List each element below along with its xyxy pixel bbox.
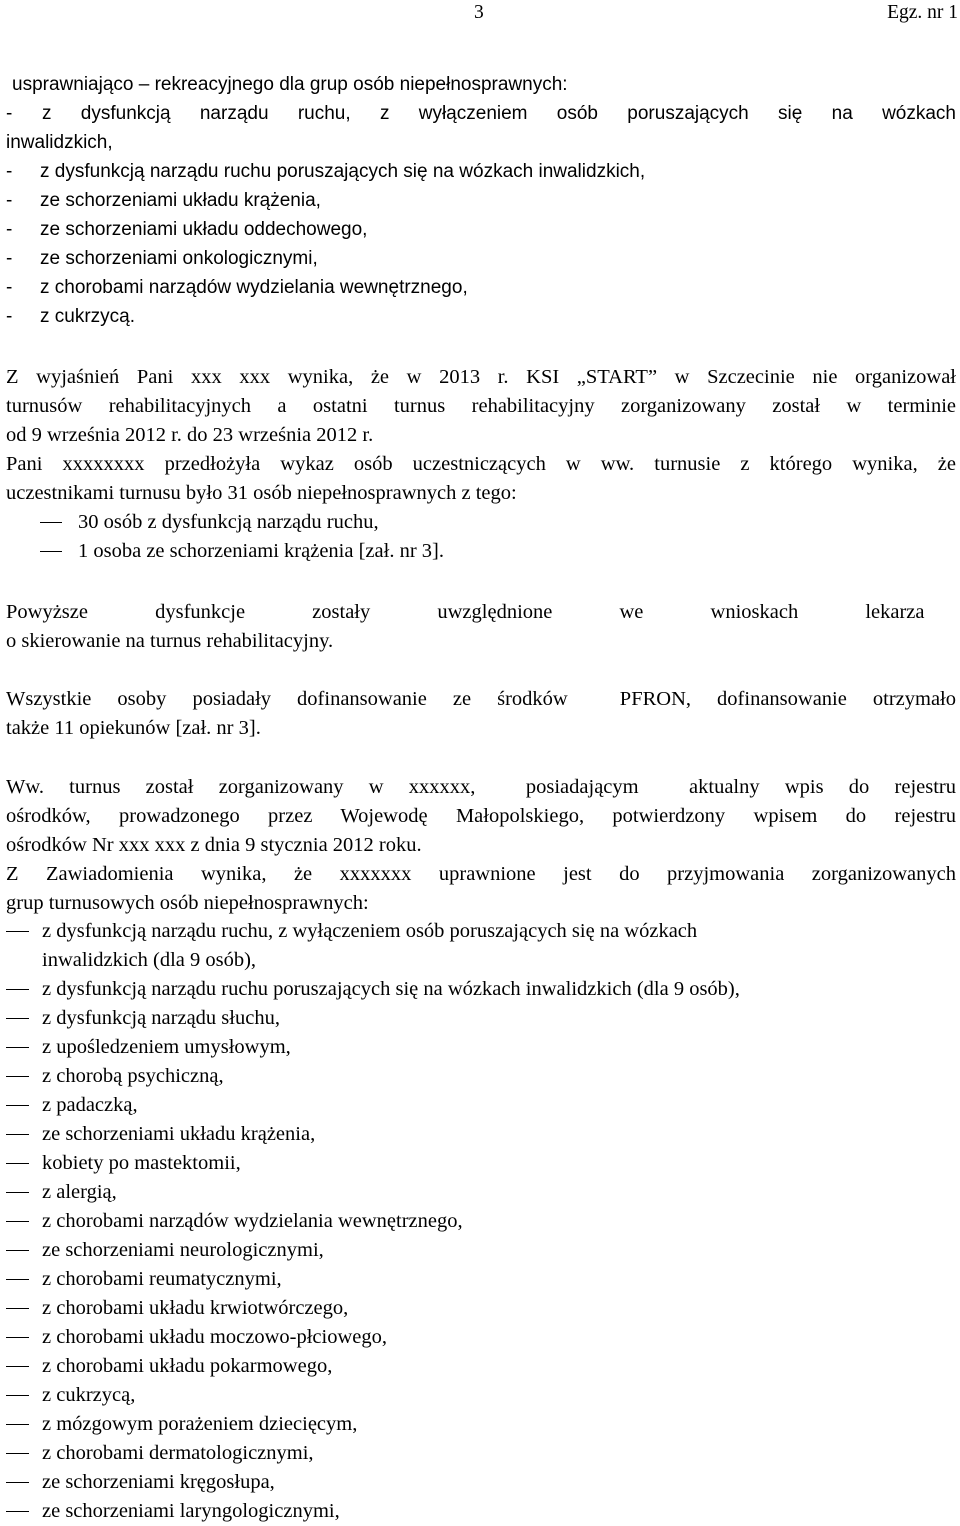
group-item-text: z chorobą psychiczną,	[42, 1065, 224, 1087]
copy-label: Egz. nr 1	[887, 2, 958, 23]
dash-marker	[6, 989, 29, 990]
paragraph-line: Pani xxxxxxxx przedłożyła wykaz osób uczestniczących w ww. turnusie z którego wynika, że	[6, 453, 956, 475]
group-item	[6, 1207, 956, 1236]
group-item-text: z padaczką,	[42, 1094, 138, 1116]
group-item	[6, 1265, 956, 1294]
group-item	[6, 1033, 956, 1062]
group-item-text: z chorobami narządów wydzielania wewnętrznego,	[42, 1210, 463, 1232]
intro-item	[6, 186, 956, 215]
group-item-text: z upośledzeniem umysłowym,	[42, 1036, 291, 1058]
group-item	[6, 1439, 956, 1468]
group-item-text: z chorobami dermatologicznymi,	[42, 1442, 314, 1464]
dash-marker	[6, 1250, 29, 1251]
dash-marker: -	[6, 219, 13, 240]
dash-marker	[6, 1134, 29, 1135]
group-item-text: z chorobami układu moczowo-płciowego,	[42, 1326, 387, 1348]
intro-item	[6, 215, 956, 244]
dash-marker	[6, 1018, 29, 1019]
group-item	[6, 1178, 956, 1207]
dash-marker	[6, 1105, 29, 1106]
group-item-text: z chorobami reumatycznymi,	[42, 1268, 282, 1290]
paragraph-line: także 11 opiekunów [zał. nr 3].	[6, 717, 261, 739]
intro-item-text: z cukrzycą.	[40, 306, 136, 327]
dash-marker: -	[6, 277, 13, 298]
intro-item	[6, 99, 956, 128]
group-item-text: z dysfunkcją narządu ruchu, z wyłączeniem osób poruszających się na wózkach	[42, 920, 698, 942]
dash-marker	[40, 551, 62, 552]
participant-item	[6, 508, 956, 537]
paragraph-line: Z wyjaśnień Pani xxx xxx wynika, że w 2013 r. KSI „START” w Szczecinie nie organizował	[6, 366, 956, 388]
group-item	[6, 1149, 956, 1178]
paragraph-line: Z Zawiadomienia wynika, że xxxxxxx uprawnione jest do przyjmowania zorganizowanych	[6, 863, 956, 885]
group-item	[6, 1236, 956, 1265]
intro-block	[6, 70, 956, 331]
paragraph-line: o skierowanie na turnus rehabilitacyjny.	[6, 630, 334, 652]
group-item-text: z mózgowym porażeniem dziecięcym,	[42, 1413, 358, 1435]
dash-marker	[6, 1424, 29, 1425]
intro-item-text: z dysfunkcją narządu ruchu, z wyłączeniem osób poruszających się na wózkach	[42, 103, 956, 124]
group-item-text: ze schorzeniami kręgosłupa,	[42, 1471, 275, 1493]
intro-item	[6, 273, 956, 302]
dash-marker	[6, 1163, 29, 1164]
group-items	[6, 975, 956, 1526]
intro-item-text: ze schorzeniami układu krążenia,	[40, 190, 321, 211]
group-item	[6, 1062, 956, 1091]
dash-marker	[6, 1279, 29, 1280]
dash-marker	[6, 931, 29, 932]
group-item-text: z dysfunkcją narządu słuchu,	[42, 1007, 280, 1029]
group-item	[6, 917, 956, 946]
dash-marker: -	[6, 248, 13, 269]
group-item	[6, 1468, 956, 1497]
participant-item	[6, 537, 956, 566]
paragraph-dysfunctions	[6, 598, 956, 656]
group-item	[6, 1091, 956, 1120]
intro-item	[6, 157, 956, 186]
group-item-text: ze schorzeniami neurologicznymi,	[42, 1239, 324, 1261]
group-item-continuation: inwalidzkich (dla 9 osób),	[42, 949, 257, 971]
paragraph-funding	[6, 685, 956, 743]
dash-marker: -	[6, 103, 13, 124]
dash-marker: -	[6, 161, 13, 182]
dash-marker	[6, 1076, 29, 1077]
group-item-text: ze schorzeniami laryngologicznymi,	[42, 1500, 340, 1522]
paragraph-line: ośrodków Nr xxx xxx z dnia 9 stycznia 2012 roku.	[6, 834, 422, 856]
dash-marker	[40, 522, 62, 523]
dash-marker	[6, 1366, 29, 1367]
group-item	[6, 1294, 956, 1323]
participant-item-text: 30 osób z dysfunkcją narządu ruchu,	[78, 511, 379, 533]
intro-line: usprawniająco – rekreacyjnego dla grup osób niepełnosprawnych:	[12, 74, 568, 95]
intro-item-text: ze schorzeniami onkologicznymi,	[40, 248, 318, 269]
paragraph-line: ośrodków, prowadzonego przez Wojewodę Małopolskiego, potwierdzony wpisem do rejestru	[6, 805, 956, 827]
paragraph-line: grup turnusowych osób niepełnosprawnych:	[6, 892, 369, 914]
intro-item-text: ze schorzeniami układu oddechowego,	[40, 219, 368, 240]
dash-marker	[6, 1395, 29, 1396]
dash-marker	[6, 1308, 29, 1309]
group-item-text: z chorobami układu krwiotwórczego,	[42, 1297, 349, 1319]
intro-item-text: z dysfunkcją narządu ruchu poruszających się na wózkach inwalidzkich,	[40, 161, 646, 182]
group-item	[6, 1323, 956, 1352]
intro-item	[6, 244, 956, 273]
dash-marker	[6, 1482, 29, 1483]
dash-marker	[6, 1047, 29, 1048]
group-item	[6, 1352, 956, 1381]
paragraph-line: Powyższe dysfunkcje zostały uwzględnione we wnioskach lekarza	[6, 601, 925, 623]
intro-item-continuation: inwalidzkich,	[6, 132, 113, 153]
group-item-text: ze schorzeniami układu krążenia,	[42, 1123, 316, 1145]
paragraph-line: od 9 września 2012 r. do 23 września 2012 r.	[6, 424, 374, 446]
paragraph-explanations	[6, 363, 956, 566]
paragraph-line: Ww. turnus został zorganizowany w xxxxxx, posiadającym aktualny wpis do rejestru	[6, 776, 956, 798]
group-item	[6, 1381, 956, 1410]
group-item	[6, 975, 956, 1004]
group-item	[6, 1497, 956, 1526]
group-item-text: z dysfunkcją narządu ruchu poruszających się na wózkach inwalidzkich (dla 9 osób),	[42, 978, 740, 1000]
participant-item-text: 1 osoba ze schorzeniami krążenia [zał. nr 3].	[78, 540, 444, 562]
group-item-text: z chorobami układu pokarmowego,	[42, 1355, 333, 1377]
group-item-text: z cukrzycą,	[42, 1384, 136, 1406]
group-item	[6, 1004, 956, 1033]
dash-marker	[6, 1453, 29, 1454]
group-item-text: kobiety po mastektomii,	[42, 1152, 241, 1174]
paragraph-line: Wszystkie osoby posiadały dofinansowanie ze środków PFRON, dofinansowanie otrzymało	[6, 688, 956, 710]
intro-item	[6, 302, 956, 331]
paragraph-line: uczestnikami turnusu było 31 osób niepełnosprawnych z tego:	[6, 482, 517, 504]
dash-marker	[6, 1511, 29, 1512]
page-number: 3	[474, 2, 484, 23]
dash-marker: -	[6, 306, 13, 327]
intro-item-text: z chorobami narządów wydzielania wewnętrznego,	[40, 277, 468, 298]
paragraph-line: turnusów rehabilitacyjnych a ostatni turnus rehabilitacyjny zorganizowany został w terminie	[6, 395, 956, 417]
group-item-text: z alergią,	[42, 1181, 117, 1203]
group-item	[6, 1410, 956, 1439]
dash-marker	[6, 1221, 29, 1222]
dash-marker: -	[6, 190, 13, 211]
group-item	[6, 1120, 956, 1149]
dash-marker	[6, 1192, 29, 1193]
authorized-groups-list	[6, 917, 956, 1526]
dash-marker	[6, 1337, 29, 1338]
paragraph-organization	[6, 773, 956, 918]
